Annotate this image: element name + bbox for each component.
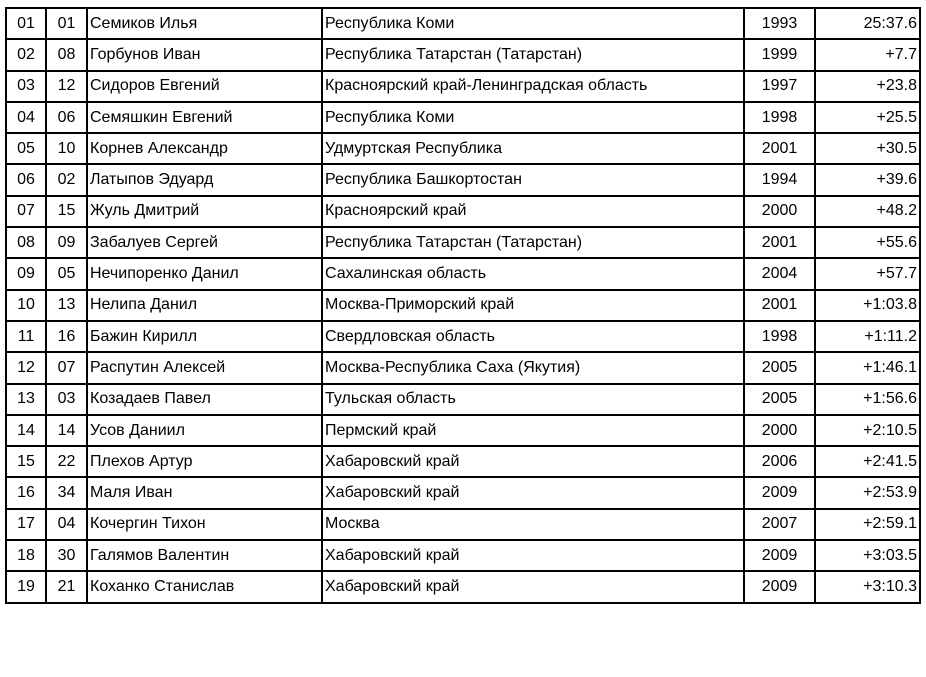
place-cell: 10 — [6, 290, 46, 321]
table-row — [6, 384, 920, 415]
athlete-name-cell: Усов Даниил — [87, 415, 322, 446]
birth-year-cell: 2001 — [744, 227, 815, 258]
bib-number-cell: 07 — [46, 352, 87, 383]
athlete-name-cell: Сидоров Евгений — [87, 71, 322, 102]
birth-year-cell: 2009 — [744, 571, 815, 602]
result-time-cell: +7.7 — [815, 39, 920, 70]
result-time-cell: +39.6 — [815, 164, 920, 195]
athlete-name-cell: Латыпов Эдуард — [87, 164, 322, 195]
results-table-body — [6, 8, 920, 603]
bib-number-cell: 03 — [46, 384, 87, 415]
region-cell: Хабаровский край — [322, 540, 744, 571]
athlete-name-cell: Коханко Станислав — [87, 571, 322, 602]
athlete-name-cell: Корнев Александр — [87, 133, 322, 164]
result-time-cell: +3:03.5 — [815, 540, 920, 571]
table-row — [6, 415, 920, 446]
result-time-cell: +1:46.1 — [815, 352, 920, 383]
result-time-cell: +1:11.2 — [815, 321, 920, 352]
region-cell: Свердловская область — [322, 321, 744, 352]
birth-year-cell: 2006 — [744, 446, 815, 477]
result-time-cell: +55.6 — [815, 227, 920, 258]
bib-number-cell: 09 — [46, 227, 87, 258]
athlete-name-cell: Забалуев Сергей — [87, 227, 322, 258]
athlete-name-cell: Галямов Валентин — [87, 540, 322, 571]
bib-number-cell: 02 — [46, 164, 87, 195]
region-cell: Удмуртская Республика — [322, 133, 744, 164]
region-cell: Республика Татарстан (Татарстан) — [322, 39, 744, 70]
table-row — [6, 509, 920, 540]
table-row — [6, 540, 920, 571]
result-time-cell: +3:10.3 — [815, 571, 920, 602]
table-row — [6, 227, 920, 258]
region-cell: Хабаровский край — [322, 571, 744, 602]
region-cell: Москва-Приморский край — [322, 290, 744, 321]
table-row — [6, 352, 920, 383]
place-cell: 06 — [6, 164, 46, 195]
result-time-cell: 25:37.6 — [815, 8, 920, 39]
result-time-cell: +23.8 — [815, 71, 920, 102]
bib-number-cell: 15 — [46, 196, 87, 227]
birth-year-cell: 1994 — [744, 164, 815, 195]
region-cell: Сахалинская область — [322, 258, 744, 289]
place-cell: 15 — [6, 446, 46, 477]
bib-number-cell: 08 — [46, 39, 87, 70]
bib-number-cell: 10 — [46, 133, 87, 164]
bib-number-cell: 01 — [46, 8, 87, 39]
place-cell: 13 — [6, 384, 46, 415]
place-cell: 08 — [6, 227, 46, 258]
result-time-cell: +1:56.6 — [815, 384, 920, 415]
place-cell: 17 — [6, 509, 46, 540]
birth-year-cell: 2005 — [744, 384, 815, 415]
region-cell: Хабаровский край — [322, 446, 744, 477]
birth-year-cell: 1993 — [744, 8, 815, 39]
bib-number-cell: 34 — [46, 477, 87, 508]
result-time-cell: +1:03.8 — [815, 290, 920, 321]
bib-number-cell: 30 — [46, 540, 87, 571]
result-time-cell: +48.2 — [815, 196, 920, 227]
table-row — [6, 8, 920, 39]
table-row — [6, 258, 920, 289]
result-time-cell: +25.5 — [815, 102, 920, 133]
birth-year-cell: 2004 — [744, 258, 815, 289]
birth-year-cell: 2005 — [744, 352, 815, 383]
place-cell: 03 — [6, 71, 46, 102]
region-cell: Красноярский край — [322, 196, 744, 227]
athlete-name-cell: Нечипоренко Данил — [87, 258, 322, 289]
region-cell: Республика Коми — [322, 8, 744, 39]
birth-year-cell: 1998 — [744, 102, 815, 133]
result-time-cell: +30.5 — [815, 133, 920, 164]
table-row — [6, 164, 920, 195]
athlete-name-cell: Бажин Кирилл — [87, 321, 322, 352]
athlete-name-cell: Нелипа Данил — [87, 290, 322, 321]
place-cell: 12 — [6, 352, 46, 383]
place-cell: 19 — [6, 571, 46, 602]
bib-number-cell: 22 — [46, 446, 87, 477]
results-table — [5, 7, 921, 604]
place-cell: 04 — [6, 102, 46, 133]
athlete-name-cell: Распутин Алексей — [87, 352, 322, 383]
bib-number-cell: 06 — [46, 102, 87, 133]
athlete-name-cell: Горбунов Иван — [87, 39, 322, 70]
athlete-name-cell: Жуль Дмитрий — [87, 196, 322, 227]
place-cell: 07 — [6, 196, 46, 227]
region-cell: Тульская область — [322, 384, 744, 415]
table-row — [6, 321, 920, 352]
region-cell: Хабаровский край — [322, 477, 744, 508]
table-row — [6, 446, 920, 477]
bib-number-cell: 21 — [46, 571, 87, 602]
bib-number-cell: 04 — [46, 509, 87, 540]
birth-year-cell: 2000 — [744, 415, 815, 446]
result-time-cell: +2:41.5 — [815, 446, 920, 477]
place-cell: 09 — [6, 258, 46, 289]
bib-number-cell: 16 — [46, 321, 87, 352]
place-cell: 02 — [6, 39, 46, 70]
region-cell: Москва-Республика Саха (Якутия) — [322, 352, 744, 383]
place-cell: 11 — [6, 321, 46, 352]
place-cell: 16 — [6, 477, 46, 508]
table-row — [6, 39, 920, 70]
table-row — [6, 290, 920, 321]
birth-year-cell: 1997 — [744, 71, 815, 102]
result-time-cell: +2:53.9 — [815, 477, 920, 508]
athlete-name-cell: Плехов Артур — [87, 446, 322, 477]
result-time-cell: +57.7 — [815, 258, 920, 289]
result-time-cell: +2:10.5 — [815, 415, 920, 446]
bib-number-cell: 05 — [46, 258, 87, 289]
athlete-name-cell: Семяшкин Евгений — [87, 102, 322, 133]
bib-number-cell: 14 — [46, 415, 87, 446]
place-cell: 14 — [6, 415, 46, 446]
region-cell: Республика Башкортостан — [322, 164, 744, 195]
birth-year-cell: 2000 — [744, 196, 815, 227]
region-cell: Республика Коми — [322, 102, 744, 133]
region-cell: Москва — [322, 509, 744, 540]
birth-year-cell: 2001 — [744, 133, 815, 164]
birth-year-cell: 1998 — [744, 321, 815, 352]
birth-year-cell: 2009 — [744, 477, 815, 508]
table-row — [6, 571, 920, 602]
region-cell: Пермский край — [322, 415, 744, 446]
place-cell: 18 — [6, 540, 46, 571]
table-row — [6, 133, 920, 164]
table-row — [6, 477, 920, 508]
bib-number-cell: 12 — [46, 71, 87, 102]
table-row — [6, 71, 920, 102]
place-cell: 01 — [6, 8, 46, 39]
result-time-cell: +2:59.1 — [815, 509, 920, 540]
region-cell: Красноярский край-Ленинградская область — [322, 71, 744, 102]
table-row — [6, 196, 920, 227]
birth-year-cell: 2001 — [744, 290, 815, 321]
birth-year-cell: 2009 — [744, 540, 815, 571]
bib-number-cell: 13 — [46, 290, 87, 321]
region-cell: Республика Татарстан (Татарстан) — [322, 227, 744, 258]
athlete-name-cell: Кочергин Тихон — [87, 509, 322, 540]
table-row — [6, 102, 920, 133]
birth-year-cell: 1999 — [744, 39, 815, 70]
birth-year-cell: 2007 — [744, 509, 815, 540]
athlete-name-cell: Козадаев Павел — [87, 384, 322, 415]
athlete-name-cell: Семиков Илья — [87, 8, 322, 39]
place-cell: 05 — [6, 133, 46, 164]
athlete-name-cell: Маля Иван — [87, 477, 322, 508]
